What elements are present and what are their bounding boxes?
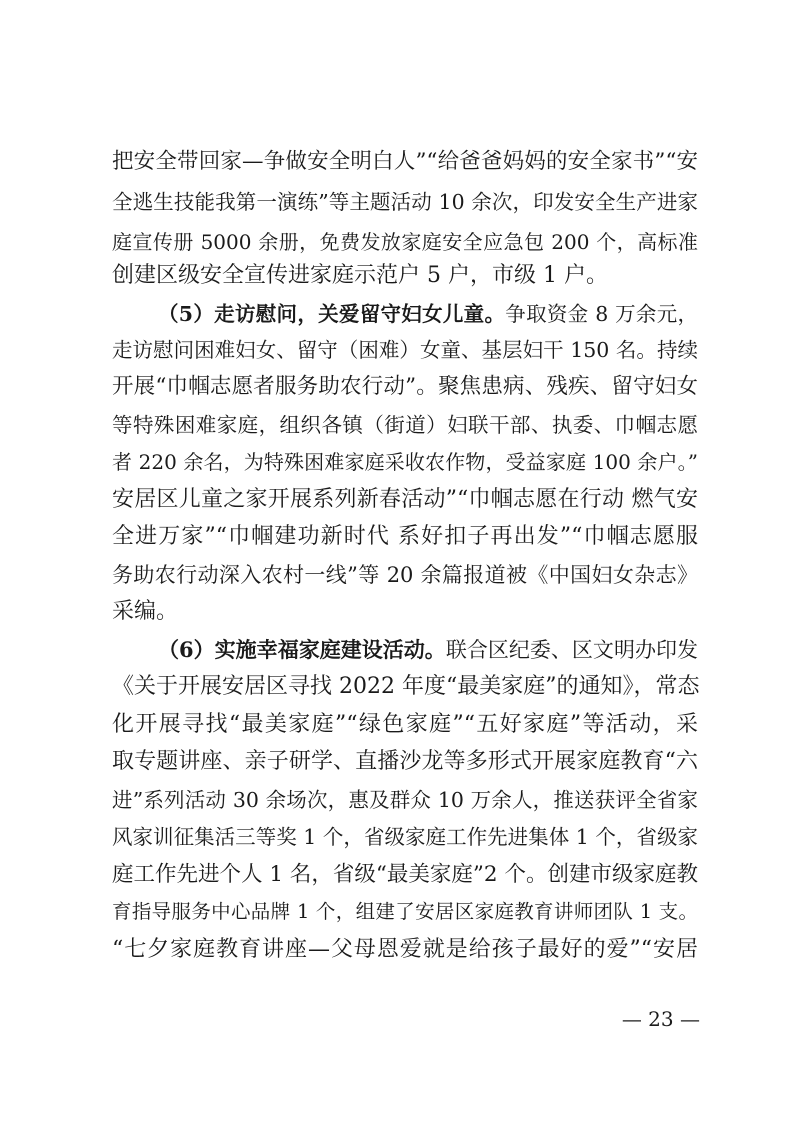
paragraph-3-first-line-rest: 联合区纪委、区文明办印发: [445, 638, 698, 662]
paragraph-1-line-4: 创建区级安全宣传进家庭示范户 5 户，市级 1 户。: [112, 263, 608, 288]
paragraph-2-heading: （5）走访慰问，关爱留守妇女儿童。: [158, 302, 506, 326]
paragraph-2-line-4: 等特殊困难家庭，组织各镇（街道）妇联干部、执委、巾帼志愿: [112, 413, 698, 437]
paragraph-3-line-8: 育指导服务中心品牌 1 个，组建了安居区家庭教育讲师团队 1 支。: [112, 900, 698, 923]
paragraph-3-line-1: [158, 636, 698, 664]
paragraph-3-line-2: 《关于开展安居区寻找 2022 年度“最美家庭”的通知》，常态: [112, 674, 700, 699]
paragraph-2-line-7: 全进万家”“巾帼建功新时代 系好扣子再出发”“巾帼志愿服: [112, 524, 698, 549]
paragraph-2-line-9: 采编。: [112, 599, 179, 624]
paragraph-2-line-3: 开展“巾帼志愿者服务助农行动”。聚焦患病、残疾、留守妇女: [112, 374, 698, 399]
paragraph-3-line-6: 风家训征集活三等奖 1 个，省级家庭工作先进集体 1 个，省级家: [112, 825, 698, 849]
paragraph-3-line-5: 进”系列活动 30 余场次，惠及群众 10 万余人，推送获评全省家: [112, 788, 698, 812]
paragraph-3-line-9: “七夕家庭教育讲座—父母恩爱就是给孩子最好的爱”“安居: [112, 937, 698, 962]
paragraph-2-line-8: 务助农行动深入农村一线”等 20 余篇报道被《中国妇女杂志》: [112, 563, 698, 587]
paragraph-3-heading: （6）实施幸福家庭建设活动。: [158, 637, 446, 662]
paragraph-3-line-7: 庭工作先进个人 1 名，省级“最美家庭”2 个。创建市级家庭教: [112, 862, 698, 887]
paragraph-2-line-5: 者 220 余名，为特殊困难家庭采收农作物，受益家庭 100 余户。”: [112, 450, 698, 474]
paragraph-2-first-line-rest: 争取资金 8 万余元，: [505, 302, 699, 326]
paragraph-2-line-2: 走访慰问困难妇女、留守（困难）女童、基层妇干 150 名。持续: [112, 338, 698, 362]
paragraph-2-line-1: [158, 300, 698, 328]
paragraph-2-line-6: 安居区儿童之家开展系列新春活动”“巾帼志愿在行动 燃气安: [112, 487, 698, 512]
paragraph-3-line-4: 取专题讲座、亲子研学、直播沙龙等多形式开展家庭教育“六: [112, 749, 698, 774]
paragraph-1-line-3: 庭宣传册 5000 余册，免费发放家庭安全应急包 200 个，高标准: [112, 230, 698, 254]
paragraph-3-line-3: 化开展寻找“最美家庭”“绿色家庭”“五好家庭”等活动，采: [112, 712, 698, 737]
paragraph-1-line-2: 全逃生技能我第一演练”等主题活动 10 余次，印发安全生产进家: [112, 190, 698, 214]
paragraph-1-line-1: 把安全带回家—争做安全明白人”“给爸爸妈妈的安全家书”“安: [112, 149, 698, 174]
page-number: — 23 —: [621, 1007, 700, 1031]
